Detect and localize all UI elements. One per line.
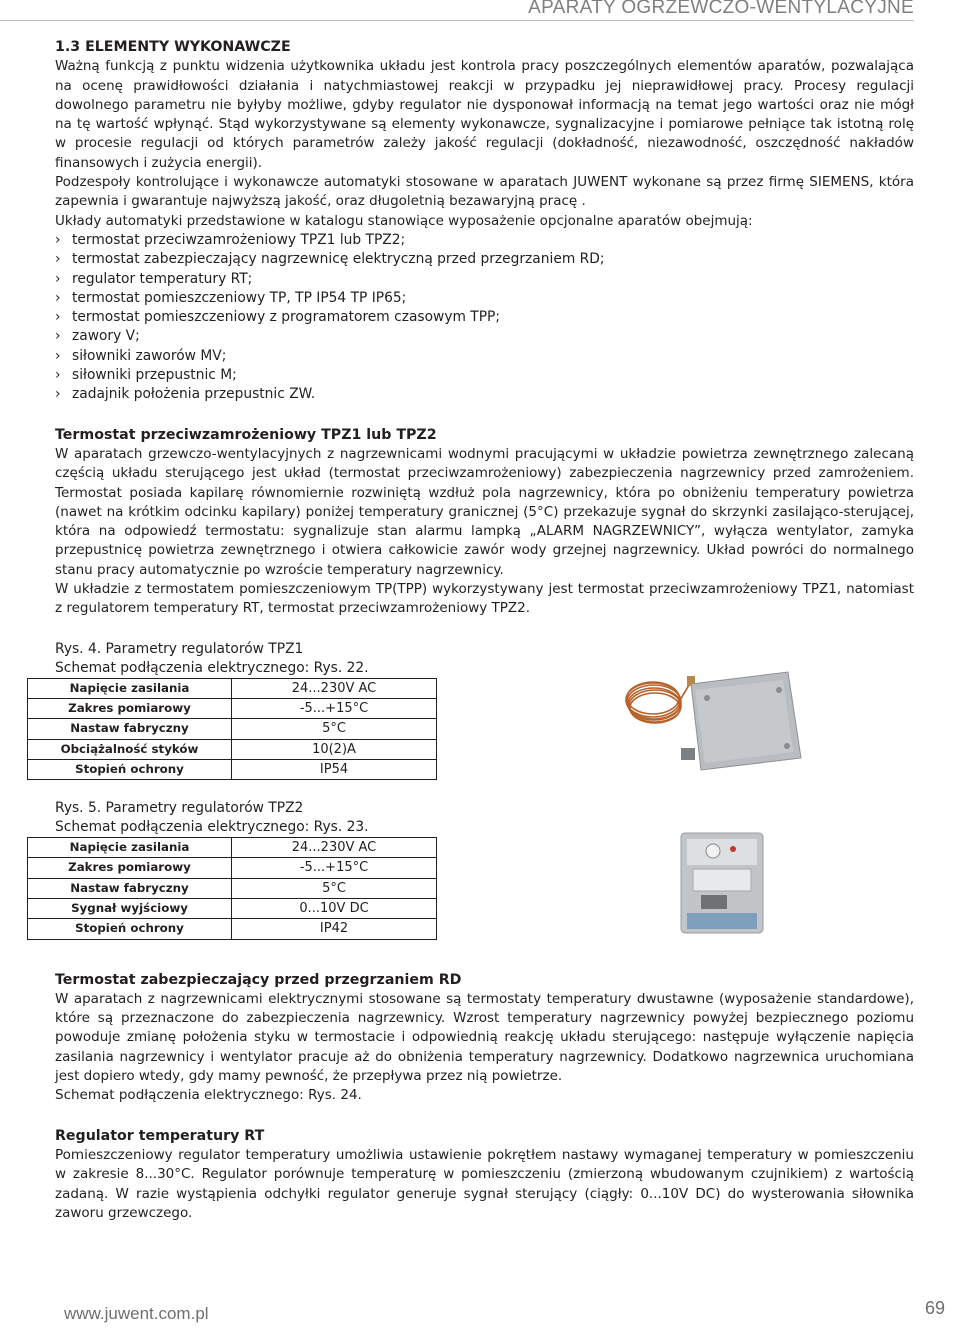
list-item: › zawory V;	[55, 328, 140, 345]
tpz2-caption: Rys. 5. Parametry regulatorów TPZ2	[55, 800, 304, 817]
tpz2-spec-table	[27, 837, 437, 939]
list-item: › siłowniki przepustnic M;	[55, 367, 237, 384]
list-item: › regulator temperatury RT;	[55, 270, 253, 287]
table-row: Nastaw fabryczny 5°C	[28, 719, 437, 739]
table-row: Zakres pomiarowy -5...+15°C	[28, 698, 437, 718]
table-row: Sygnał wyjściowy 0...10V DC	[28, 898, 437, 918]
table-row: Zakres pomiarowy -5...+15°C	[28, 858, 437, 878]
page-header-title: APARATY OGRZEWCZO-WENTYLACYJNE	[528, 0, 914, 18]
list-item: › termostat pomieszczeniowy TP, TP IP54 TP IP65;	[55, 289, 407, 306]
tpz1-thermostat-photo	[623, 668, 833, 773]
page-content	[55, 38, 914, 1223]
options-list	[55, 231, 914, 405]
table-row: Stopień ochrony IP54	[28, 759, 437, 779]
list-item: › termostat zabezpieczający nagrzewnicę elektryczną przed przegrzaniem RD;	[55, 251, 605, 268]
tpz-paragraph-2: W układzie z termostatem pomieszczeniowym TP(TPP) wykorzystywany jest termostat przeciwzamrożeniowy TPZ1, natomiast z regulatorem temperatury RT, termostat przeciwzamrożeniowy TPZ2.	[55, 581, 914, 617]
list-item: › termostat przeciwzamrożeniowy TPZ1 lub TPZ2;	[55, 231, 406, 248]
table-row: Napięcie zasilania 24...230V AC	[28, 678, 437, 698]
list-item: › zadajnik położenia przepustnic ZW.	[55, 386, 316, 403]
rd-heading: Termostat zabezpieczający przed przegrzaniem RD	[55, 971, 462, 988]
footer-url[interactable]: www.juwent.com.pl	[64, 1304, 209, 1323]
table-row: Nastaw fabryczny 5°C	[28, 878, 437, 898]
siemens-paragraph: Podzespoły kontrolujące i wykonawcze automatyki stosowane w aparatach JUWENT wykonane są przez firmę SIEMENS, która zapewnia i gwarantuje najwyższą jakość, oraz długoletnią bezawaryjną pracę .	[55, 174, 914, 210]
tpz1-caption: Rys. 4. Parametry regulatorów TPZ1	[55, 640, 304, 657]
rd-schema-ref: Schemat podłączenia elektrycznego: Rys. 24.	[55, 1087, 362, 1104]
tpz-paragraph-1: W aparatach grzewczo-wentylacyjnych z nagrzewnicami wodnymi pracującymi w układzie powietrza zewnętrznego zalecaną częścią układu sterującego jest układ (termostat przeciwzamrożeniowy) zabezpieczenia nagrzewnicy przed zamrożeniem. Termostat posiada kapilarę równomiernie rozwiniętą wzdłuż pola nagrzewnicy, która po obniżeniu temperatury powietrza (nawet na krótkim odcinku kapilary) poniżej temperatury granicznej (5°C) przekazuje sygnał do skrzynki zasilająco-sterującej, która na odpowiedź termostatu: sygnalizuje stan alarmu lampką „ALARM NAGRZEWNICY”, wyłącza wentylator, zamyka przepustnicę powietrza zewnętrznego i otwiera całkowicie zawór wody grzejnej nagrzewnicy. Układ powróci do normalnego stanu pracy automatycznie po wzroście temperatury nagrzewnicy.	[55, 445, 914, 578]
options-intro: Układy automatyki przedstawione w katalogu stanowiące wyposażenie opcjonalne aparatów obejmują:	[55, 212, 753, 229]
intro-paragraph: Ważną funkcją z punktu widzenia użytkownika układu jest kontrola pracy poszczególnych elementów aparatów, pozwalająca na ocenę prawidłowości działania i natychmiastowej reakcji w przypadku jej nieprawidłowej pracy. Procesy regulacji dowolnego parametru nie byłyby możliwe, gdyby regulator nie dysponował informacją na temat jego wartości oraz nie mógł na tę wartość wpłynąć. Stąd wykorzystywane są elementy wykonawcze, sygnalizacyjne i pomiarowe pełniące tak istotną rolę w procesie regulacji od których parametrów zależy jakość regulacji (dokładność, niezawodność, oszczędność nakładów finansowych i zużycia energii).	[55, 58, 914, 171]
list-item: › termostat pomieszczeniowy z programatorem czasowym TPP;	[55, 309, 501, 326]
tpz1-schema-ref: Schemat podłączenia elektrycznego: Rys. 22.	[55, 659, 369, 676]
tpz2-thermostat-photo	[667, 829, 777, 939]
rt-paragraph: Pomieszczeniowy regulator temperatury umożliwia ustawienie pokrętłem nastawy wymaganej temperatury w pomieszczeniu w zakresie 8...30°C. Regulator porównuje temperaturę w pomieszczeniu (zmierzoną wbudowanym czujnikiem) z wartością zadaną. W razie wystąpienia odchyłki regulator generuje sygnał sterujący (ciągły: 0...10V DC) do wysterowania siłownika zaworu grzewczego.	[55, 1146, 914, 1221]
table-row: Obciążalność styków 10(2)A	[28, 739, 437, 759]
table-row: Stopień ochrony IP42	[28, 919, 437, 939]
header-divider	[0, 20, 914, 21]
tpz-heading: Termostat przeciwzamrożeniowy TPZ1 lub TPZ2	[55, 426, 437, 443]
rd-paragraph: W aparatach z nagrzewnicami elektrycznymi stosowane są termostaty temperatury dwustawne (wyposażenie standardowe), które są przeznaczone do zabezpieczenia nagrzewnicy. Wzrost temperatury nagrzewnicy powyżej bezpiecznego poziomu powoduje zmianę położenia styku w termostacie i odpowiednią reakcję układu sterującego: następuje wyłączenie napięcia zasilania nagrzewnicy i wentylator pracuje aż do obniżenia temperatury nagrzewnicy. Dodatkowo nagrzewnica uruchomiana jest dopiero wtedy, gdy mamy pewność, że przepływa przez nią powietrze.	[55, 990, 914, 1085]
table-row: Napięcie zasilania 24...230V AC	[28, 838, 437, 858]
page-number: 69	[924, 1298, 945, 1318]
tpz1-spec-table	[27, 678, 437, 780]
list-item: › siłowniki zaworów MV;	[55, 347, 227, 364]
tpz2-schema-ref: Schemat podłączenia elektrycznego: Rys. 23.	[55, 819, 369, 836]
rt-heading: Regulator temperatury RT	[55, 1127, 265, 1144]
section-heading: 1.3 ELEMENTY WYKONAWCZE	[55, 39, 291, 55]
